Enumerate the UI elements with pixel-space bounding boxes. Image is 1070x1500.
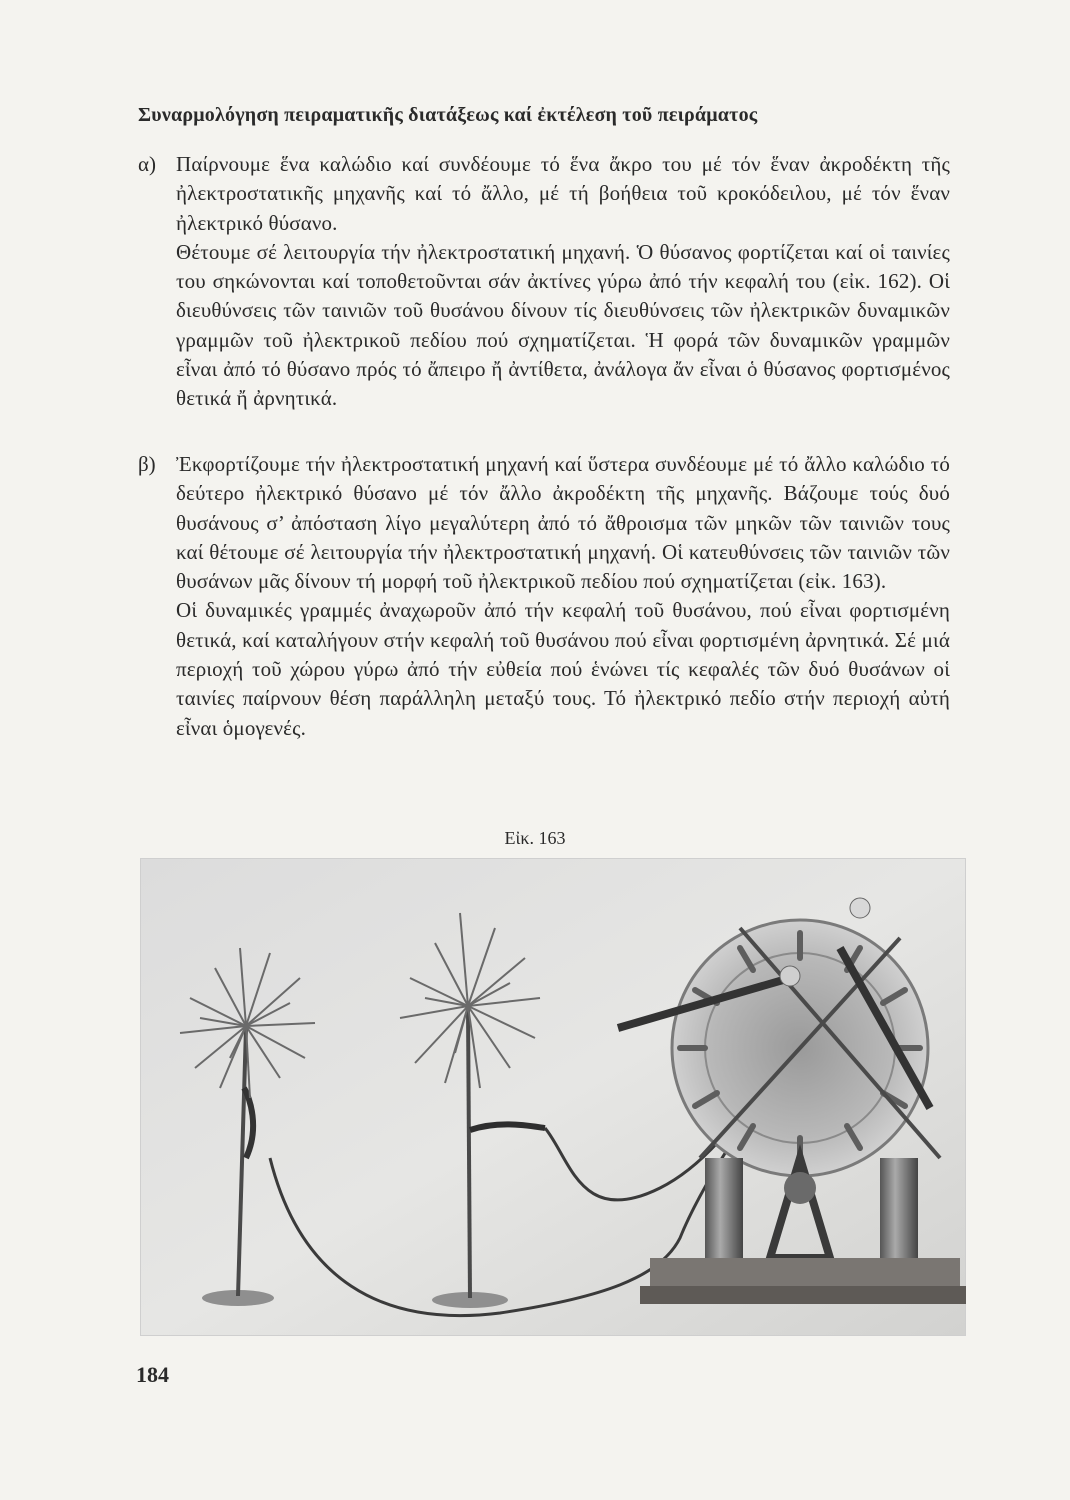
item-body <box>176 150 950 414</box>
item-marker: β) <box>138 452 156 476</box>
list-item-b <box>138 450 950 743</box>
figure-caption: Εἰκ. 163 <box>504 828 566 848</box>
page-number: 184 <box>136 1362 169 1387</box>
paragraph: Ἐκφορτίζουμε τήν ἠλεκτροστατική μηχανή καί ὕστερα συνδέουμε μέ τό ἄλλο καλώδιο τό δεύτερο ἠλεκτρικό θύσανο μέ τόν ἄλλο ἀκροδέκτη τῆς μηχανῆς. Βάζουμε τούς δυό θυσάνους σ’ ἀπόσταση λίγο μεγαλύτερη ἀπό τό ἄθροισμα τῶν μηκῶν τῶν ταινιῶν τους καί θέτουμε σέ λειτουργία τήν ἠλεκτροστατική μηχανή. Οἱ κατευθύνσεις τῶν ταινιῶν τῶν θυσάνων μᾶς δίνουν τή μορφή τοῦ ἠλεκτρικοῦ πεδίου πού σχηματίζεται (εἰκ. 163). <box>176 452 950 594</box>
paragraph: Θέτουμε σέ λειτουργία τήν ἠλεκτροστατική μηχανή. Ὁ θύσανος φορτίζεται καί οἱ ταινίες του σηκώνονται καί τοποθετοῦνται σάν ἀκτίνες γύρω ἀπό τήν κεφαλή του (εἰκ. 162). Οἱ διευθύνσεις τῶν ταινιῶν τοῦ θυσάνου δίνουν τίς διευθύνσεις τῶν ἠλεκτρικῶν δυναμικῶν γραμμῶν τοῦ ἠλεκτρικοῦ πεδίου πού σχηματίζεται. Ἡ φορά τῶν δυναμικῶν γραμμῶν εἶναι ἀπό τό θύσανο πρός τό ἄπειρο ἤ ἀντίθετα, ἀνάλογα ἄν εἶναι ὁ θύσανος φορτισμένος θετικά ἤ ἀρνητικά. <box>176 239 950 411</box>
item-marker: α) <box>138 152 156 176</box>
paragraph: Παίρνουμε ἕνα καλώδιο καί συνδέουμε τό ἕνα ἄκρο του μέ τόν ἕναν ἀκροδέκτη τῆς ἠλεκτροστατικῆς μηχανῆς καί τό ἄλλο, μέ τή βοήθεια τοῦ κροκόδειλου, μέ τόν ἕναν ἠλεκτρικό θύσανο. <box>176 152 950 235</box>
section-heading: Συναρμολόγηση πειραματικῆς διατάξεως καί ἐκτέλεση τοῦ πειράματος <box>138 104 758 126</box>
paragraph: Οἱ δυναμικές γραμμές ἀναχωροῦν ἀπό τήν κεφαλή τοῦ θυσάνου, πού εἶναι φορτισμένη θετικά, καί καταλήγουν στήν κεφαλή τοῦ θυσάνου πού εἶναι φορτισμένη ἀρνητικά. Σέ μιά περιοχή τοῦ χώρου γύρω ἀπό τήν εὐθεία πού ἑνώνει τίς κεφαλές τῶν δυό θυσάνων οἱ ταινίες παίρνουν θέση παράλληλη μεταξύ τους. Τό ἠλεκτρικό πεδίο στήν περιοχή αὐτή εἶναι ὁμογενές. <box>176 598 950 740</box>
figure-photo <box>140 858 966 1336</box>
list-item-a <box>138 150 950 414</box>
item-body <box>176 450 950 743</box>
